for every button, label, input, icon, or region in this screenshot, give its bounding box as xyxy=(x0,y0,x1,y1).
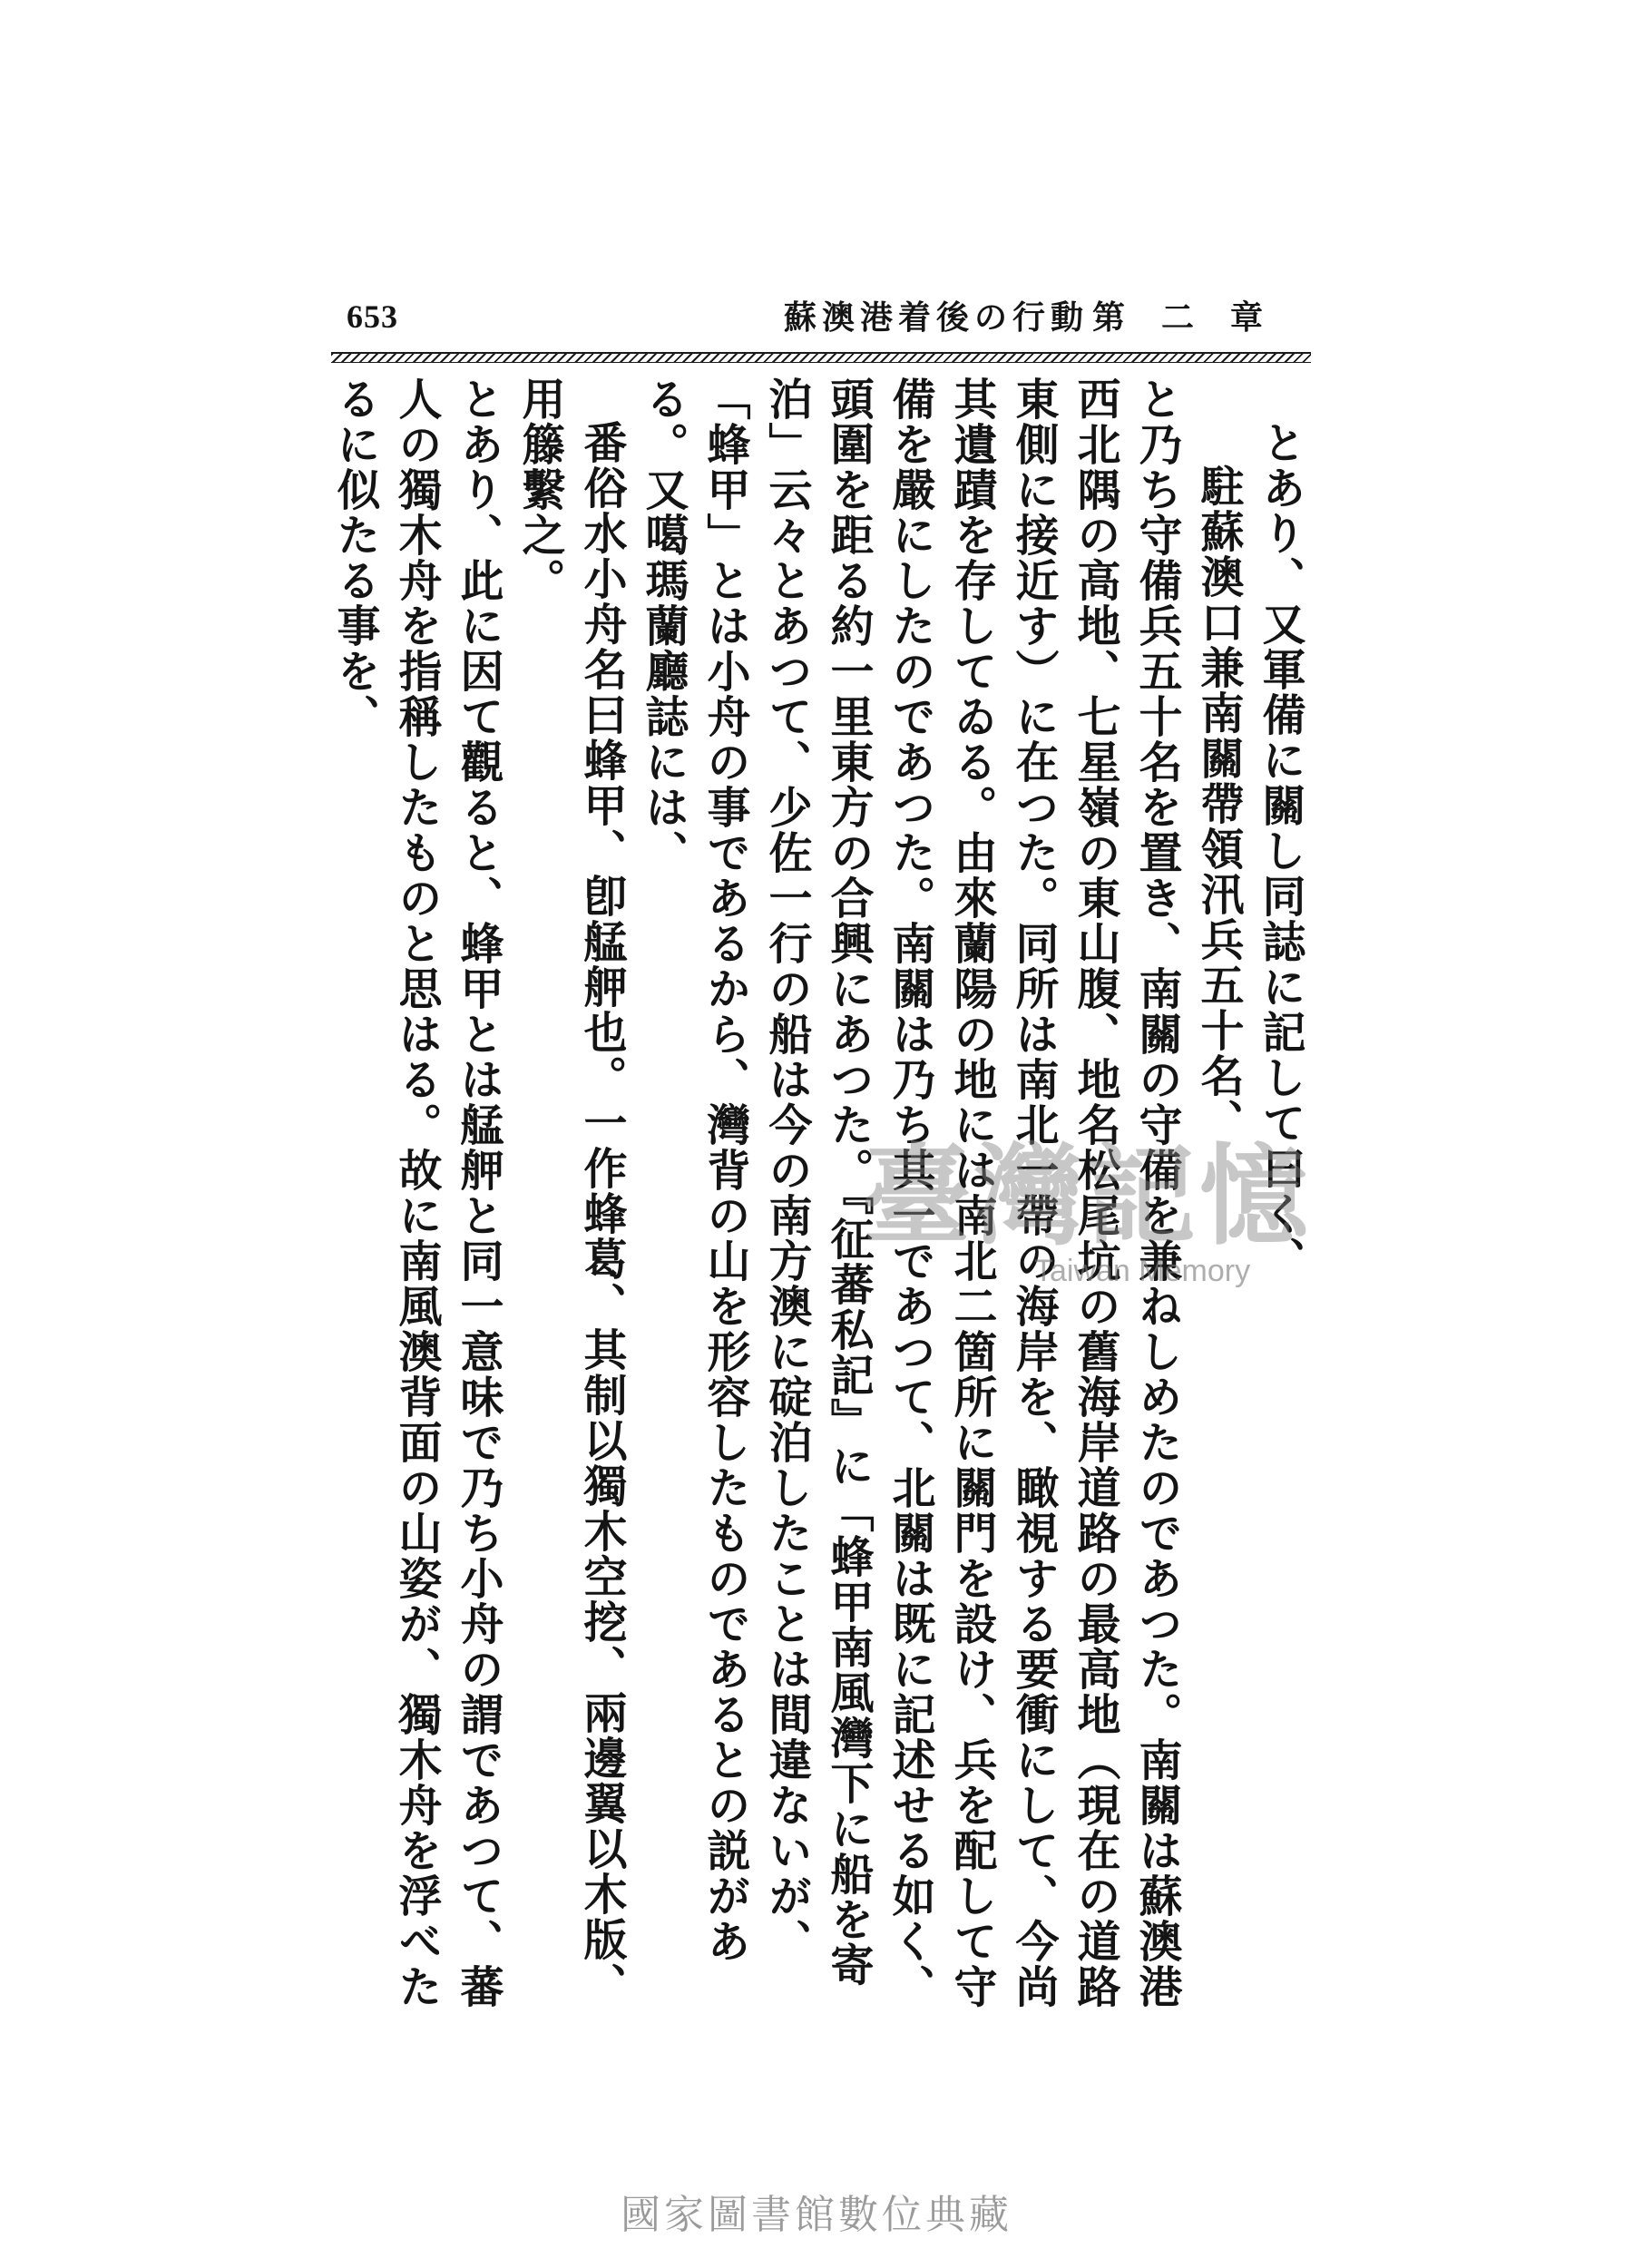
paragraph-intro: とあり、又軍備に關し同誌に記して曰く、 xyxy=(1255,420,1305,1282)
running-header xyxy=(327,288,1315,343)
footer-credit: 國家圖書館數位典藏 xyxy=(621,2192,1012,2238)
paragraph-south-gate: と乃ち守備兵五十名を置き、南關の守備を兼ねしめたのであつた。南關は蘇澳港西北隅の高地、七星嶺の東山腹、地名松尾坑の舊海岸道路の最高地（現在の道路東側に接近す）に在つた。同所は南北一帶の海岸を、瞰視する要衝にして、今尚其遺蹟を存してゐる。由來蘭陽の地には南北二箇所に關門を設け、兵を配して守備を嚴にしたのであつた。南關は乃ち其一であつて、北關は既に記述せる如く、頭圍を距る約一里東方の合興にあつた。『征蕃私記』に「蜂甲南風灣下に船を寄泊」云々とあつて、少佐一行の船は今の南方澳に碇泊したことは間違ないが、「蜂甲」とは小舟の事であるから、灣背の山を形容したものであるとの説がある。又噶瑪蘭廳誌には、 xyxy=(638,376,1182,2009)
watermark-latin: Taiwan Memory xyxy=(1034,1254,1251,1288)
chapter-label: 第二章 xyxy=(1091,298,1299,337)
header-rule-divider xyxy=(331,352,1311,363)
running-title: 蘇澳港着後の行動 xyxy=(783,298,1089,337)
paragraph-canoe: とあり、此に因て觀ると、蜂甲とは艋舺と同一意味で乃ち小舟の謂であつて、蕃人の獨木舟を指稱したものと思はる。故に南風澳背面の山姿が、獨木舟を浮べたるに似たる事を、 xyxy=(329,376,504,2009)
vertical-text-body xyxy=(322,376,1311,2023)
page-number: 653 xyxy=(347,298,398,335)
quotation-gazetteer: 番俗水小舟名曰蜂甲、卽艋舺也。一作蜂葛、其制以獨木空挖、兩邊翼以木版、用籐繫之。 xyxy=(514,376,627,2008)
watermark-cjk: 臺灣記憶 xyxy=(862,1134,1312,1260)
quotation-garrison: 駐蘇澳口兼南關帶領汛兵五十名、 xyxy=(1193,464,1244,1144)
